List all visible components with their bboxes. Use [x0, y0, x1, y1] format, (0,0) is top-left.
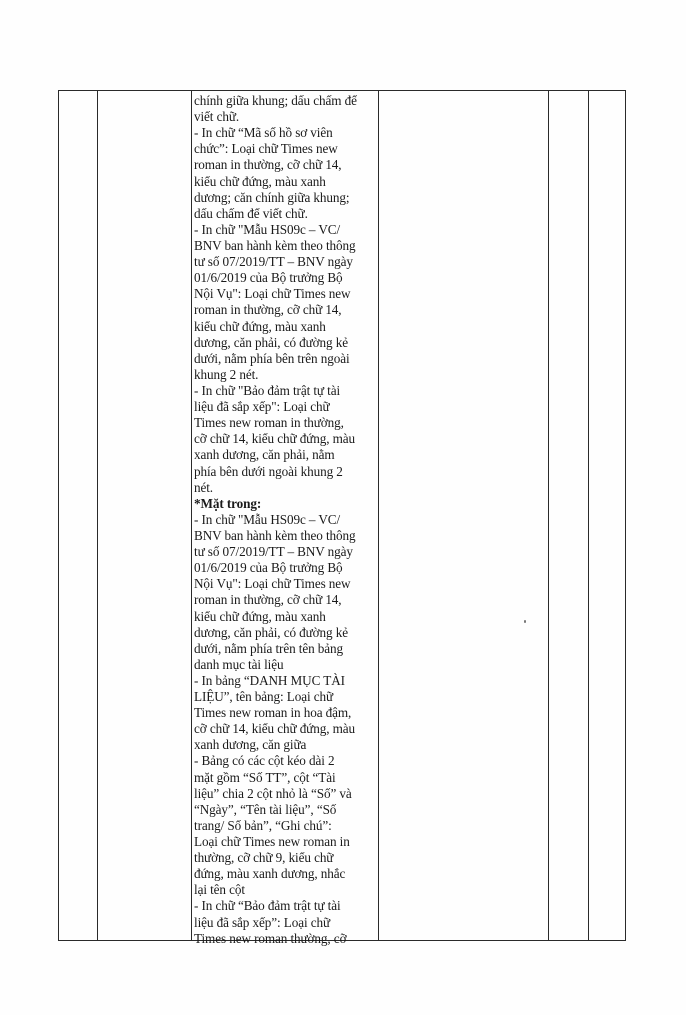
- text-line: dưới, nằm phía bên trên ngoài: [194, 350, 350, 366]
- text-line: mặt gồm “Số TT”, cột “Tài: [194, 769, 336, 785]
- text-line: phía bên dưới ngoài khung 2: [194, 463, 343, 479]
- text-line: cỡ chữ 14, kiểu chữ đứng, màu: [194, 721, 356, 737]
- text-line: dưới, nằm phía trên tên bảng: [194, 640, 344, 656]
- text-line: đứng, màu xanh dương, nhắc: [194, 866, 346, 882]
- text-line: kiểu chữ đứng, màu xanh: [194, 318, 326, 334]
- text-line: Nội Vụ": Loại chữ Times new: [194, 576, 351, 592]
- text-line: liệu” chia 2 cột nhỏ là “Số” và: [194, 785, 352, 801]
- text-line: Times new roman in hoa đậm,: [194, 705, 352, 721]
- column-border-6: [588, 90, 589, 941]
- text-line: kiểu chữ đứng, màu xanh: [194, 173, 326, 189]
- text-line: “Ngày”, “Tên tài liệu”, “Số: [194, 801, 337, 817]
- text-line: - Bảng có các cột kéo dài 2: [194, 753, 335, 769]
- text-line: Nội Vụ": Loại chữ Times new: [194, 286, 351, 302]
- text-line: BNV ban hành kèm theo thông: [194, 237, 356, 253]
- text-line: 01/6/2019 của Bộ trưởng Bộ: [194, 560, 343, 576]
- text-line: Loại chữ Times new roman in: [194, 834, 350, 850]
- text-line: dương, căn phải, có đường kẻ: [194, 334, 348, 350]
- text-line: nét.: [194, 479, 214, 495]
- text-line: viết chữ.: [194, 109, 240, 125]
- text-line: roman in thường, cỡ chữ 14,: [194, 592, 342, 608]
- text-line: tư số 07/2019/TT – BNV ngày: [194, 254, 353, 270]
- text-line: lại tên cột: [194, 882, 245, 898]
- column-border-4: [378, 90, 379, 941]
- text-line: roman in thường, cỡ chữ 14,: [194, 302, 342, 318]
- text-line: - In chữ "Mẫu HS09c – VC/: [194, 511, 341, 527]
- text-line: thường, cỡ chữ 9, kiểu chữ: [194, 850, 334, 866]
- column-border-1: [58, 90, 59, 941]
- scan-speck: [524, 620, 526, 623]
- text-line: roman in thường, cỡ chữ 14,: [194, 157, 342, 173]
- text-line: Times new roman thường, cỡ: [194, 930, 347, 946]
- text-line: dương, căn phải, có đường kẻ: [194, 624, 348, 640]
- text-line: - In bảng “DANH MỤC TÀI: [194, 672, 345, 688]
- text-line: 01/6/2019 của Bộ trưởng Bộ: [194, 270, 343, 286]
- column-border-2: [97, 90, 98, 941]
- text-line: danh mục tài liệu: [194, 656, 284, 672]
- column-border-7: [625, 90, 626, 941]
- text-line: cỡ chữ 14, kiểu chữ đứng, màu: [194, 431, 356, 447]
- text-line: chức”: Loại chữ Times new: [194, 141, 338, 157]
- text-line: tư số 07/2019/TT – BNV ngày: [194, 544, 353, 560]
- text-line: khung 2 nét.: [194, 366, 259, 382]
- text-line: dương; căn chính giữa khung;: [194, 189, 350, 205]
- column-border-5: [548, 90, 549, 941]
- text-line: xanh dương, căn giữa: [194, 737, 307, 753]
- column-border-3: [191, 90, 192, 941]
- text-line: - In chữ “Bảo đảm trật tự tài: [194, 898, 341, 914]
- section-heading: *Mặt trong:: [194, 495, 262, 511]
- text-line: - In chữ "Bảo đảm trật tự tài: [194, 382, 341, 398]
- text-line: LIỆU”, tên bảng: Loại chữ: [194, 689, 334, 705]
- text-line: liệu đã sắp xếp”: Loại chữ: [194, 914, 331, 930]
- text-line: xanh dương, căn phải, nằm: [194, 447, 335, 463]
- text-line: chính giữa khung; dấu chấm để: [194, 93, 357, 108]
- text-line: dấu chấm để viết chữ.: [194, 205, 308, 221]
- text-line: liệu đã sắp xếp": Loại chữ: [194, 399, 330, 415]
- text-line: Times new roman in thường,: [194, 415, 344, 431]
- text-line: trang/ Số bản”, “Ghi chú”:: [194, 817, 332, 833]
- description-cell-text: [194, 93, 378, 947]
- text-line: - In chữ “Mã số hồ sơ viên: [194, 125, 333, 141]
- text-line: kiểu chữ đứng, màu xanh: [194, 608, 326, 624]
- text-line: - In chữ "Mẫu HS09c – VC/: [194, 221, 341, 237]
- text-line: BNV ban hành kèm theo thông: [194, 527, 356, 543]
